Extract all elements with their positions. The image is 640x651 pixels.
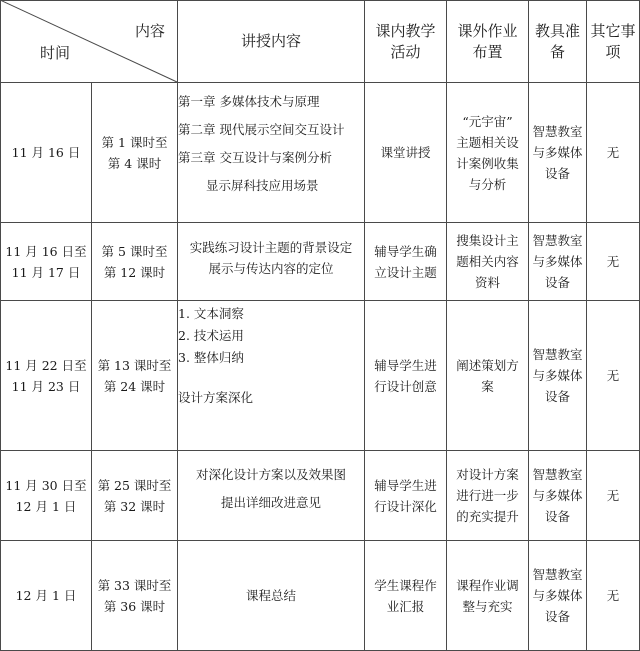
row1-homework: “元宇宙” 主题相关设 计案例收集 与分析 [456, 113, 519, 192]
row5-other: 无 [606, 588, 620, 603]
row5-content: 课程总结 [245, 588, 296, 603]
row3-content: 1. 文本洞察 2. 技术运用 3. 整体归纳 设计方案深化 [178, 306, 254, 405]
row1-date: 11 月 16 日 [11, 145, 81, 160]
row4-hours: 第 25 课时至 第 32 课时 [97, 477, 172, 514]
header-content: 内容 [135, 22, 166, 40]
row2-date: 11 月 16 日至 11 月 17 日 [5, 243, 87, 280]
row1-activity: 课堂讲授 [380, 145, 431, 160]
row1-other: 无 [606, 145, 620, 160]
row4-date: 11 月 30 日至 12 月 1 日 [5, 477, 87, 514]
row4-activity: 辅导学生进 行设计深化 [374, 477, 437, 514]
row2-homework: 搜集设计主 题相关内容 资料 [456, 233, 519, 290]
row3-activity: 辅导学生进 行设计创意 [374, 357, 437, 394]
header-tools: 教具准 备 [534, 21, 580, 61]
row5-date: 12 月 1 日 [15, 588, 77, 603]
header-diagonal [0, 0, 178, 83]
row2-content: 实践练习设计主题的背景设定 展示与传达内容的定位 [189, 240, 353, 276]
row1-tools: 智慧教室 与多媒体 设备 [532, 124, 583, 181]
row3-hours: 第 13 课时至 第 24 课时 [97, 357, 172, 394]
row2-activity: 辅导学生确 立设计主题 [374, 243, 437, 280]
row5-hours: 第 33 课时至 第 36 课时 [97, 577, 172, 614]
row2-hours: 第 5 课时至 第 12 课时 [101, 243, 168, 280]
row5-homework: 课程作业调 整与充实 [456, 577, 519, 614]
header-time: 时间 [40, 44, 71, 62]
row4-homework: 对设计方案 进行进一步 的充实提升 [456, 467, 519, 524]
row3-date: 11 月 22 日至 11 月 23 日 [5, 357, 87, 394]
row4-content: 对深化设计方案以及效果图 提出详细改进意见 [195, 467, 346, 510]
header-class-activity: 课内教学 活动 [375, 21, 436, 61]
row3-homework: 阐述策划方 案 [456, 357, 519, 394]
row3-tools: 智慧教室 与多媒体 设备 [532, 347, 583, 404]
row1-content: 第一章 多媒体技术与原理 第二章 现代展示空间交互设计 第三章 交互设计与案例分析 显示屏科技应用场景 [178, 94, 345, 193]
header-homework: 课外作业 布置 [457, 21, 518, 61]
row2-tools: 智慧教室 与多媒体 设备 [532, 233, 583, 290]
row3-other: 无 [606, 368, 620, 383]
row2-other: 无 [606, 254, 620, 269]
row5-activity: 学生课程作 业汇报 [374, 577, 437, 614]
header-teaching-content: 讲授内容 [240, 32, 301, 50]
row5-tools: 智慧教室 与多媒体 设备 [532, 567, 583, 624]
row1-hours: 第 1 课时至 第 4 课时 [101, 134, 168, 171]
row4-other: 无 [606, 488, 620, 503]
header-other: 其它事 项 [590, 21, 636, 61]
row4-tools: 智慧教室 与多媒体 设备 [532, 467, 583, 524]
